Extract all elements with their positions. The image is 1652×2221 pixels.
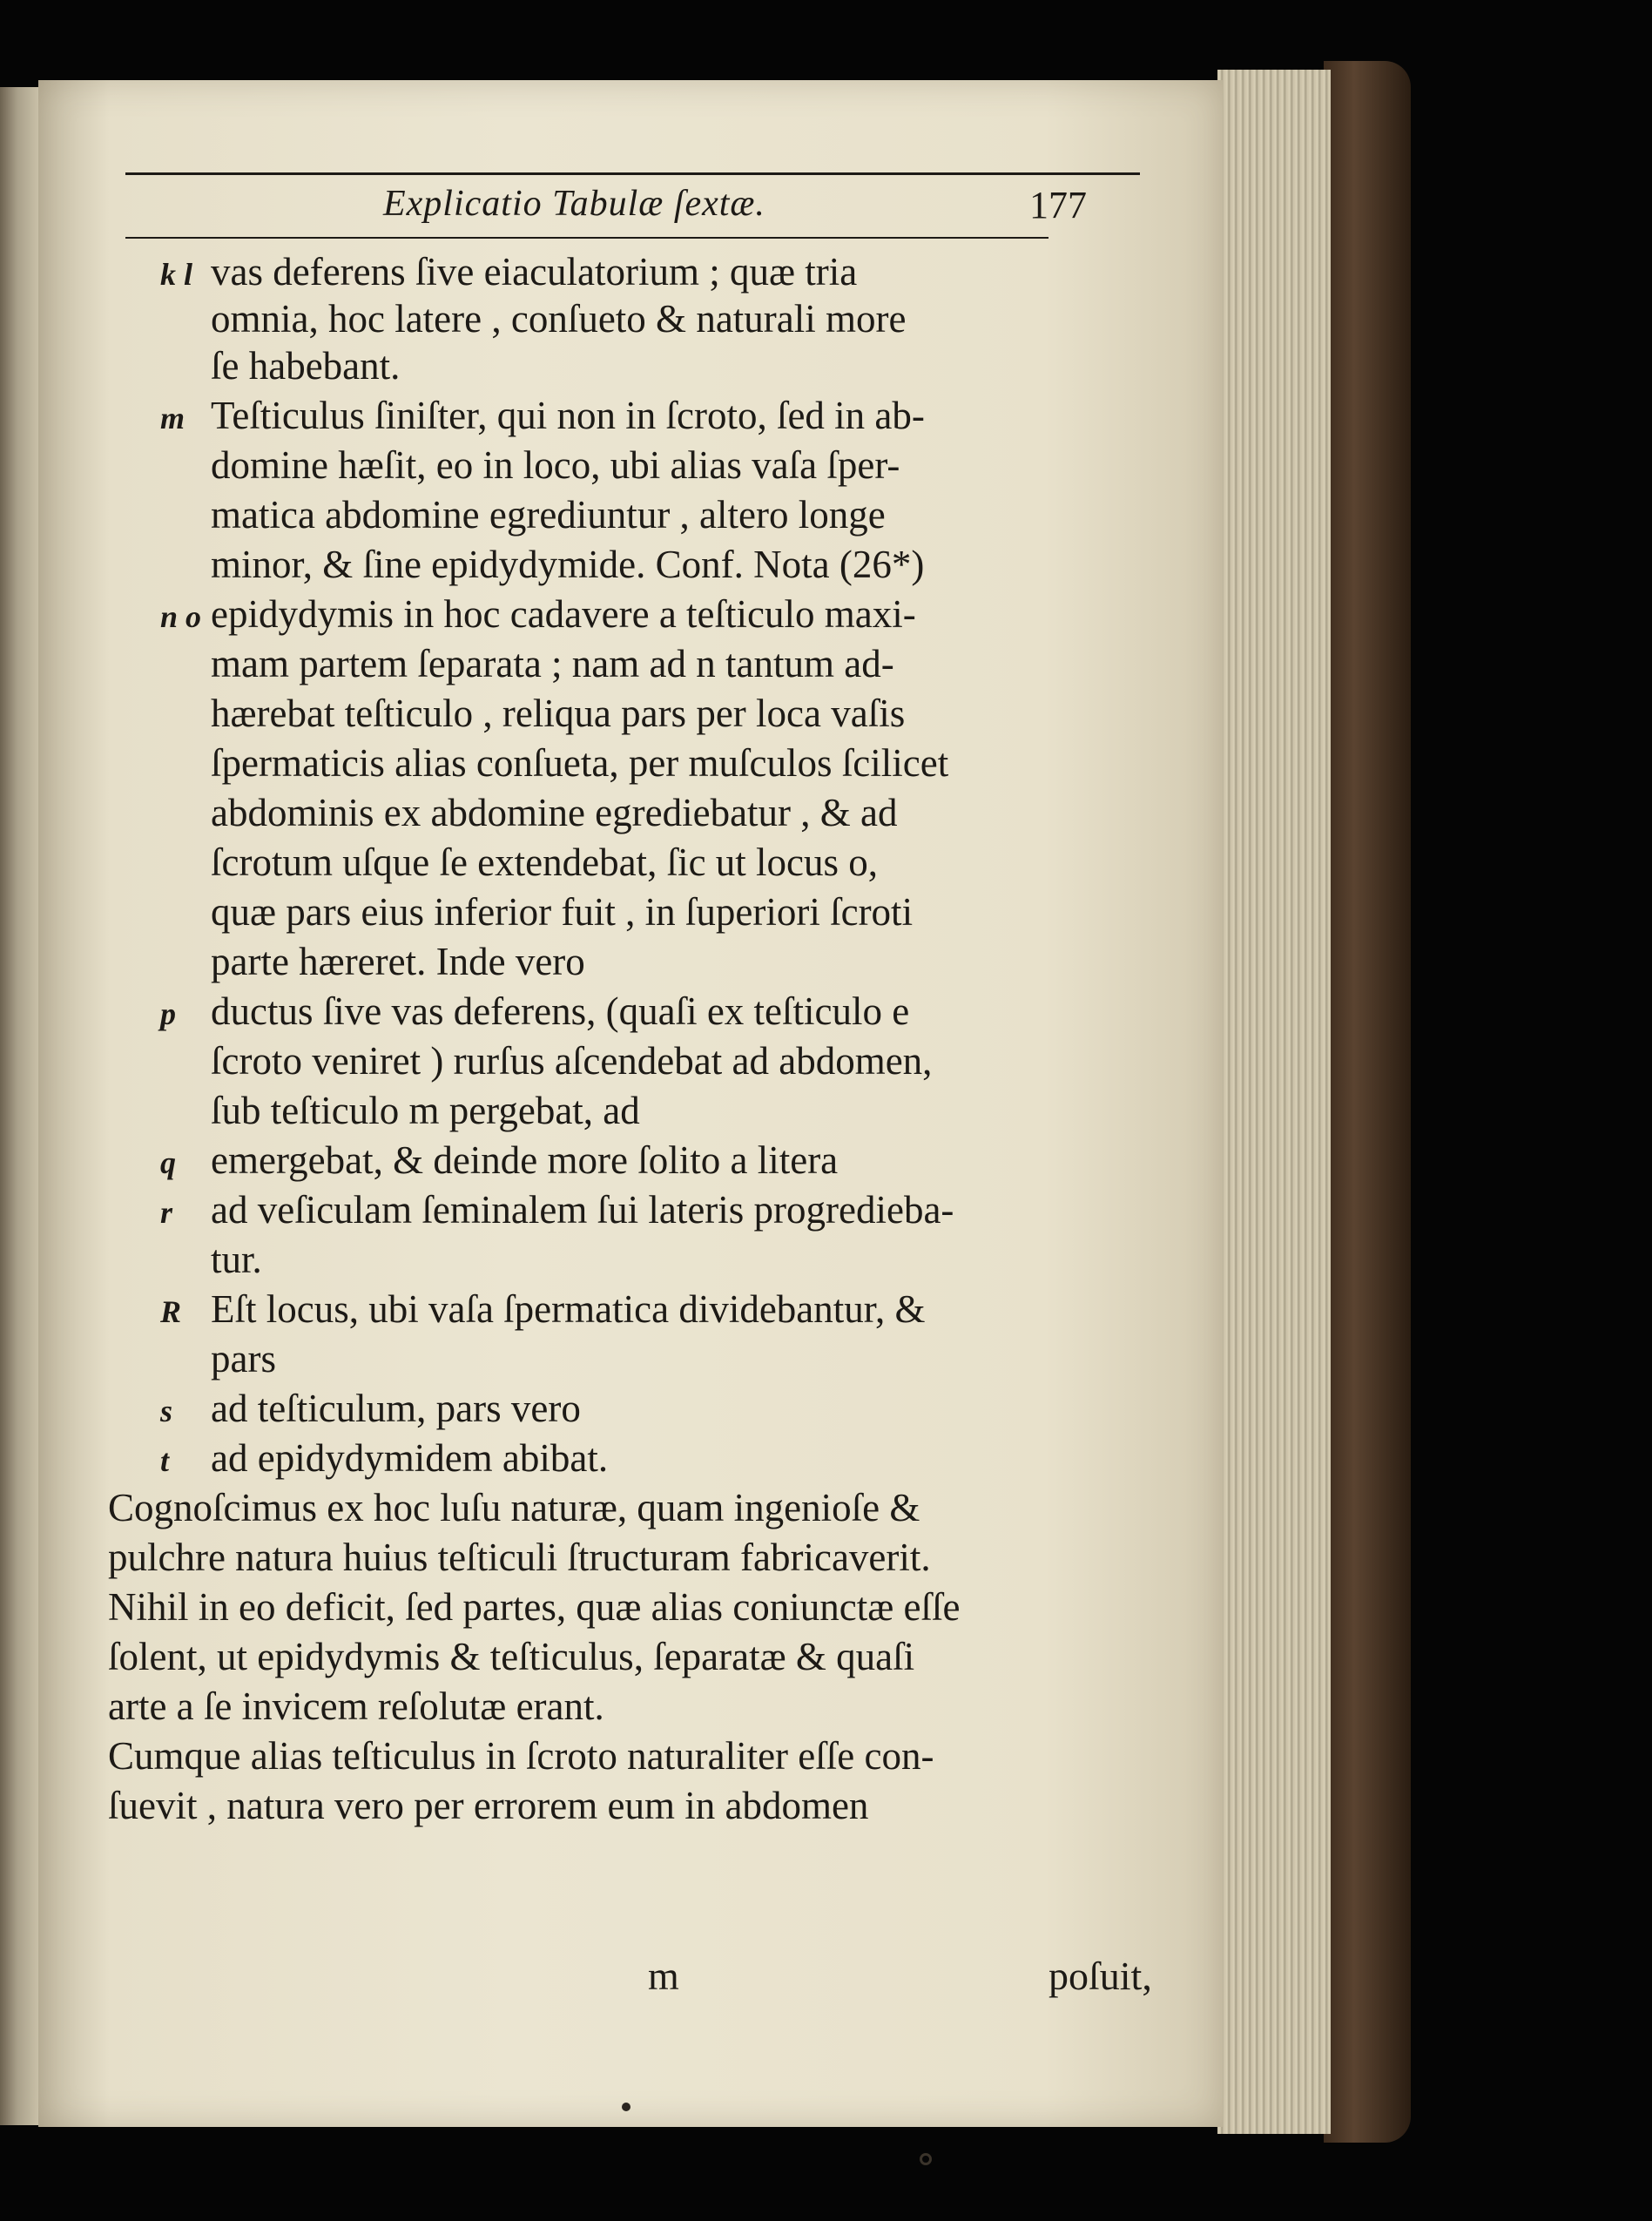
header-rule-top bbox=[125, 172, 1140, 175]
key-letter: s bbox=[160, 1394, 173, 1428]
text-line bbox=[211, 344, 401, 388]
text-line bbox=[211, 793, 898, 833]
line-text: ſpermaticis alias conſueta, per muſculos ſcilicet bbox=[211, 741, 949, 785]
text-line bbox=[108, 1486, 920, 1529]
key-letter: R bbox=[160, 1294, 182, 1329]
text-line bbox=[108, 1734, 934, 1778]
line-text: ad epidydymidem abibat. bbox=[211, 1436, 609, 1480]
line-text: ſcroto veniret ) rurſus aſcendebat ad abdomen, bbox=[211, 1039, 933, 1083]
line-text: domine hæſit, eo in loco, ubi alias vaſa ſper- bbox=[211, 443, 900, 487]
line-text: emergebat, & deinde more ſolito a litera bbox=[211, 1138, 839, 1182]
line-text: Nihil in eo deficit, ſed partes, quæ alias coniunctæ eſſe bbox=[108, 1585, 961, 1629]
line-text: arte a ſe invicem reſolutæ erant. bbox=[108, 1684, 604, 1728]
text-line bbox=[108, 1538, 931, 1577]
text-line bbox=[211, 741, 949, 785]
text-line bbox=[160, 592, 916, 636]
ink-ring bbox=[920, 2153, 932, 2165]
facing-page-edge bbox=[0, 87, 38, 2125]
line-text: abdominis ex abdomine egrediebatur , & ad bbox=[211, 791, 898, 834]
catchword: poſuit, bbox=[1049, 1954, 1152, 1998]
text-line bbox=[211, 840, 879, 884]
text-line bbox=[160, 1436, 609, 1480]
text-line bbox=[160, 250, 858, 294]
text-line bbox=[160, 989, 910, 1033]
text-line bbox=[211, 1039, 933, 1083]
line-text: ſe habebant. bbox=[211, 344, 401, 388]
key-letter: r bbox=[160, 1195, 173, 1230]
line-text: ad teſticulum, pars vero bbox=[211, 1387, 581, 1430]
line-text: ductus ſive vas deferens, (quaſi ex teſticulo e bbox=[211, 989, 910, 1033]
text-line bbox=[211, 1091, 640, 1131]
text-line bbox=[211, 443, 900, 487]
line-text: ſolent, ut epidydymis & teſticulus, ſeparatæ & quaſi bbox=[108, 1635, 915, 1678]
text-line bbox=[211, 942, 585, 982]
line-text: Cognoſcimus ex hoc luſu naturæ, quam ingenioſe & bbox=[108, 1486, 920, 1529]
text-line bbox=[211, 493, 886, 537]
line-text: epidydymis in hoc cadavere a teſticulo maxi- bbox=[211, 592, 916, 636]
header-rule-bottom bbox=[125, 237, 1049, 239]
key-letter: n o bbox=[160, 599, 202, 634]
signature-mark: m bbox=[648, 1954, 679, 1998]
text-line bbox=[211, 1240, 262, 1279]
line-text: quæ pars eius inferior fuit , in ſuperiori ſcroti bbox=[211, 890, 914, 934]
key-letter: q bbox=[160, 1145, 176, 1180]
line-text: Cumque alias teſticulus in ſcroto naturaliter eſſe con- bbox=[108, 1734, 934, 1778]
line-text: tur. bbox=[211, 1238, 262, 1281]
text-line bbox=[160, 1287, 926, 1331]
key-letter: m bbox=[160, 401, 185, 435]
line-text: ad veſiculam ſeminalem ſui lateris progredieba- bbox=[211, 1188, 954, 1232]
line-text: omnia, hoc latere , conſueto & naturali more bbox=[211, 297, 907, 341]
page-number: 177 bbox=[1029, 184, 1087, 226]
line-text: minor, & ſine epidydymide. Conf. Nota (26*) bbox=[211, 543, 925, 586]
text-line bbox=[108, 1684, 604, 1728]
text-line bbox=[160, 1138, 839, 1182]
running-header bbox=[169, 183, 1136, 235]
line-text: pulchre natura huius teſticuli ſtructuram fabricaverit. bbox=[108, 1536, 931, 1579]
line-text: ſuevit , natura vero per errorem eum in abdomen bbox=[108, 1784, 869, 1827]
text-line bbox=[211, 545, 924, 584]
text-line bbox=[160, 396, 925, 435]
line-text: vas deferens ſive eiaculatorium ; quæ tria bbox=[211, 250, 858, 294]
line-text: pars bbox=[211, 1337, 276, 1381]
text-line bbox=[211, 642, 894, 685]
book-cover-edge bbox=[1324, 61, 1411, 2143]
text-line bbox=[108, 1637, 914, 1677]
text-line bbox=[211, 1337, 276, 1381]
text-line bbox=[211, 890, 914, 934]
text-line bbox=[160, 1188, 954, 1232]
page-block-edges bbox=[1217, 70, 1331, 2134]
book-page bbox=[38, 80, 1223, 2127]
text-line bbox=[160, 1389, 581, 1428]
key-letter: p bbox=[160, 996, 176, 1031]
line-text: ſcrotum uſque ſe extendebat, ſic ut locus o, bbox=[211, 840, 879, 884]
line-text: matica abdomine egrediuntur , altero longe bbox=[211, 493, 886, 537]
text-line bbox=[108, 1585, 961, 1629]
text-line bbox=[211, 694, 905, 733]
ink-speck bbox=[622, 2103, 630, 2111]
line-text: mam partem ſeparata ; nam ad n tantum ad- bbox=[211, 642, 894, 685]
text-line bbox=[211, 297, 907, 341]
line-text: parte hæreret. Inde vero bbox=[211, 940, 585, 983]
running-title: Explicatio Tabulæ ſextæ. bbox=[383, 184, 765, 224]
line-text: Teſticulus ſiniſter, qui non in ſcroto, ſed in ab- bbox=[211, 394, 925, 437]
line-text: Eſt locus, ubi vaſa ſpermatica dividebantur, & bbox=[211, 1287, 926, 1331]
key-letter: k l bbox=[160, 257, 193, 292]
key-letter: t bbox=[160, 1443, 170, 1478]
line-text: ſub teſticulo m pergebat, ad bbox=[211, 1089, 640, 1132]
line-text: hærebat teſticulo , reliqua pars per loca vaſis bbox=[211, 692, 906, 735]
text-line bbox=[108, 1786, 868, 1826]
